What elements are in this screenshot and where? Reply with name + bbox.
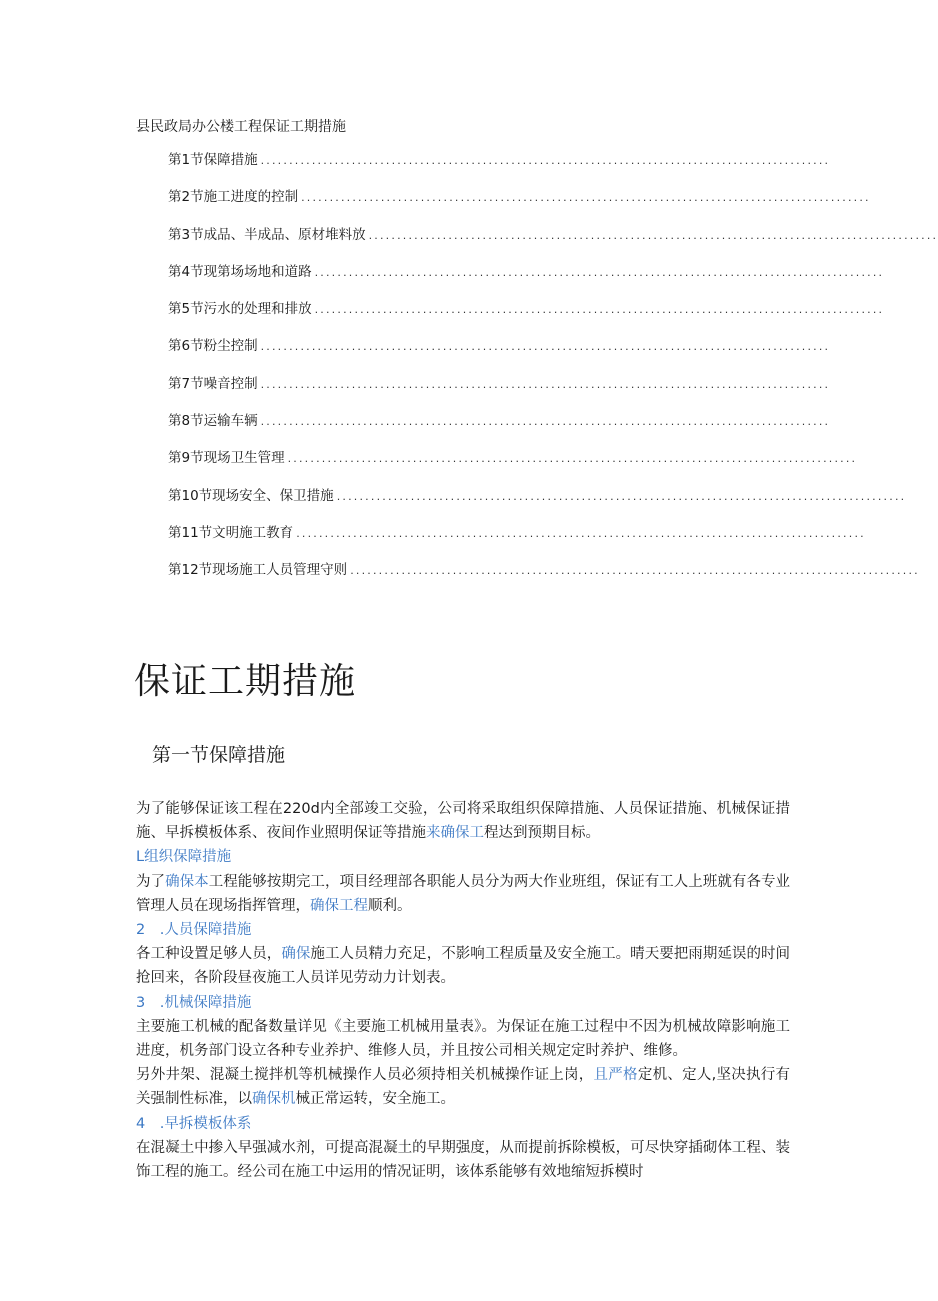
toc-leader: .................................................................................................... — [296, 526, 866, 540]
subheading-personnel: 2 .人员保障措施 — [136, 922, 252, 939]
toc-item[interactable] — [168, 297, 885, 334]
toc-leader: .................................................................................................... — [260, 340, 831, 354]
toc-item[interactable] — [168, 446, 858, 483]
text-run: 顺利。 — [368, 897, 412, 914]
highlight-text: 确保机 — [252, 1091, 296, 1108]
highlight-text: 且严格 — [593, 1067, 638, 1084]
table-of-contents — [168, 148, 938, 596]
text-run: 另外井架、混凝土搅拌机等机械操作人员必须持相关机械操作证上岗， — [136, 1067, 594, 1084]
toc-leader: .................................................................................................... — [368, 228, 938, 242]
toc-leader: .................................................................................................... — [314, 303, 885, 317]
text-run: 各工种设置足够人员， — [136, 946, 282, 963]
paragraph — [136, 1063, 790, 1111]
toc-leader: .................................................................................................... — [301, 191, 871, 205]
toc-item-label: 第3节成品、半成品、原材堆料放 — [168, 226, 366, 243]
toc-leader: .................................................................................................... — [350, 564, 920, 578]
document-title: 县民政局办公楼工程保证工期措施 — [136, 119, 346, 135]
text-run: 程达到预期目标。 — [484, 825, 600, 842]
toc-item[interactable] — [168, 260, 885, 297]
toc-item-label: 第2节施工进度的控制 — [168, 189, 299, 206]
toc-item[interactable] — [168, 334, 831, 371]
text-run: 为了能够保证该工程在220d内全部竣工交验，公司将采取组织保障措施、人员保证措施、机械保证措施、早拆模板体系、夜间作业照明保证等措施 — [136, 801, 790, 842]
toc-item-label: 第4节现第场场地和道路 — [168, 263, 312, 280]
toc-item[interactable] — [168, 409, 831, 446]
paragraph: 主要施工机械的配备数量详见《主要施工机械用量表》。为保证在施工过程中不因为机械故障影响施工进度，机务部门设立各种专业养护、维修人员，并且按公司相关规定定时养护、维修。 — [136, 1018, 790, 1060]
paragraph: 在混凝土中掺入早强减水剂，可提高混凝土的早期强度，从而提前拆除模板，可尽快穿插砌体工程、装饰工程的施工。经公司在施工中运用的情况证明，该体系能够有效地缩短拆模时 — [136, 1139, 790, 1181]
toc-item[interactable] — [168, 484, 907, 521]
highlight-text: 来确保工 — [426, 825, 484, 842]
text-run: 械正常运转，安全施工。 — [295, 1091, 455, 1108]
toc-item[interactable] — [168, 521, 866, 558]
paragraph — [136, 870, 790, 918]
toc-item-label: 第5节污水的处理和排放 — [168, 301, 312, 318]
subheading-organization: L组织保障措施 — [136, 849, 232, 866]
toc-item[interactable] — [168, 372, 831, 409]
subheading-machinery: 3 .机械保障措施 — [136, 994, 252, 1011]
toc-item-label: 第10节现场安全、保卫措施 — [168, 487, 334, 504]
toc-item[interactable] — [168, 185, 871, 222]
text-run: 定机、定人,坚决执行有关强制性标准，以 — [136, 1067, 791, 1108]
toc-item-label: 第12节现场施工人员管理守则 — [168, 562, 348, 579]
toc-item-label: 第1节保障措施 — [168, 152, 258, 168]
toc-item-label: 第8节运输车辆 — [168, 413, 258, 430]
main-title: 保证工期措施 — [134, 661, 357, 702]
toc-leader: .................................................................................................... — [287, 452, 858, 466]
section-title: 第一节保障措施 — [152, 744, 286, 766]
toc-leader: .................................................................................................... — [260, 154, 831, 167]
toc-item-label: 第9节现场卫生管理 — [168, 450, 285, 467]
subheading-formwork: 4 .早拆模板体系 — [136, 1115, 252, 1132]
toc-leader: .................................................................................................... — [336, 489, 907, 503]
text-run: 施工人员精力充足，不影响工程质量及安全施工。晴天要把雨期延误的时间抢回来，各阶段昼夜施工人员详见劳动力计划表。 — [136, 946, 791, 987]
intro-paragraph — [136, 797, 790, 845]
toc-leader: .................................................................................................... — [314, 265, 885, 279]
toc-leader: .................................................................................................... — [260, 377, 831, 391]
text-run: 工程能够按期完工，项目经理部各职能人员分为两大作业班组，保证有工人上班就有各专业管理人员在现场指挥管理， — [136, 873, 791, 914]
highlight-text: 确保工程 — [310, 897, 368, 914]
toc-leader: .................................................................................................... — [260, 415, 831, 429]
toc-item-label: 第11节文明施工教育 — [168, 524, 294, 541]
highlight-text: 确保 — [281, 946, 311, 963]
toc-item-label: 第6节粉尘控制 — [168, 338, 258, 355]
toc-item-label: 第7节噪音控制 — [168, 375, 258, 392]
toc-item[interactable] — [168, 148, 831, 185]
paragraph — [136, 942, 790, 990]
highlight-text: 确保本 — [165, 873, 209, 890]
text-run: 为了 — [136, 873, 166, 890]
toc-item[interactable] — [168, 558, 920, 595]
body-text — [136, 797, 790, 1184]
toc-item[interactable] — [168, 223, 938, 260]
